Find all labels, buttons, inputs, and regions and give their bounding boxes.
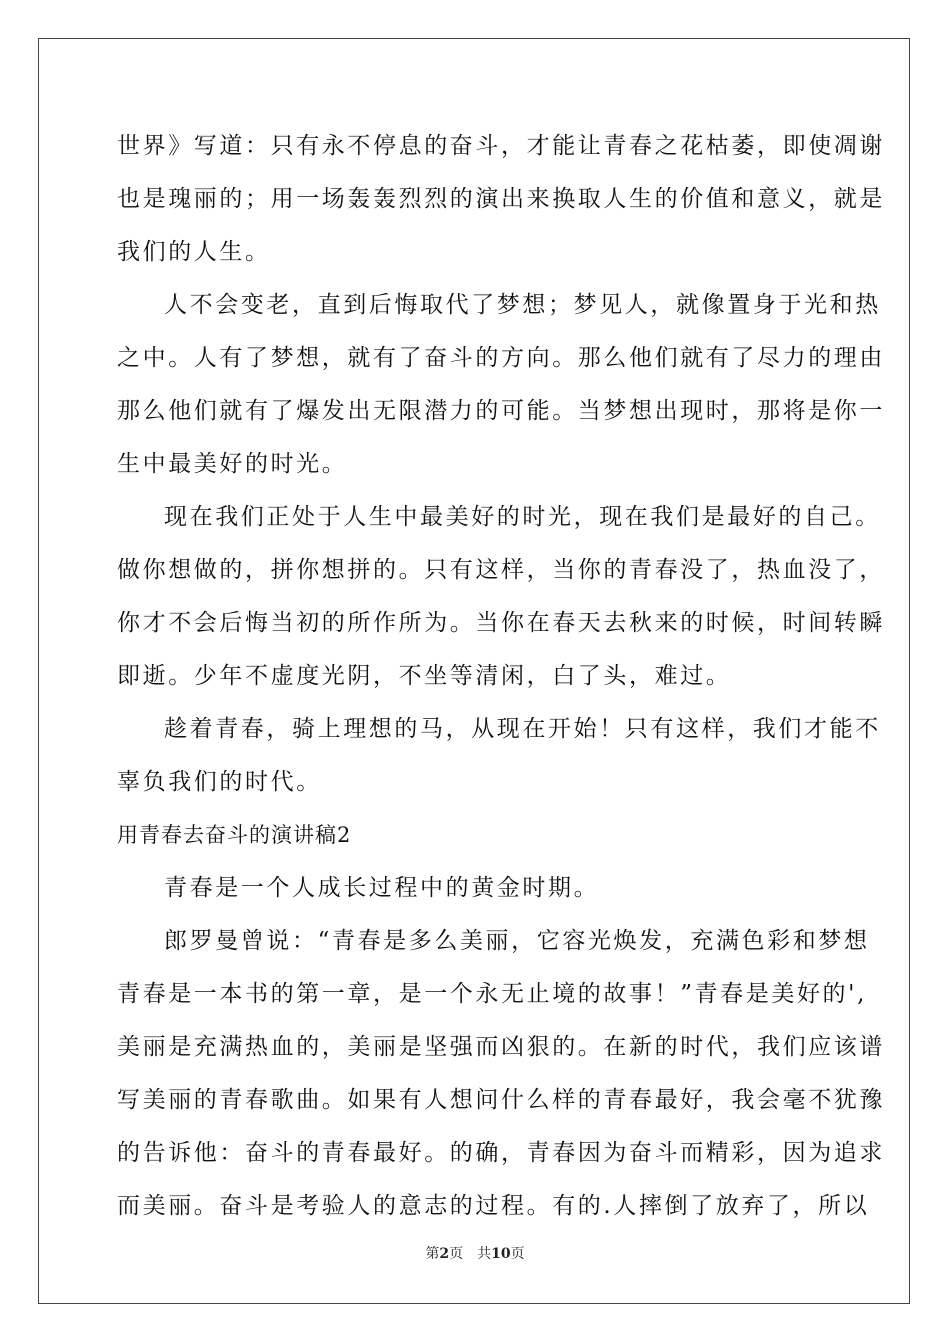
page-footer [0, 1244, 950, 1264]
text-line: 生中最美好的时光。 [117, 451, 348, 477]
text-line: 之中。人有了梦想，就有了奋斗的方向。那么他们就有了尽力的理由 [117, 345, 885, 371]
text-line: 青春是一本书的第一章，是一个永无止境的故事！”青春是美好的', [117, 981, 867, 1007]
text-line: 郎罗曼曾说：“青春是多么美丽，它容光焕发，充满色彩和梦想 [164, 928, 870, 954]
text-line: 人不会变老，直到后悔取代了梦想；梦见人，就像置身于光和热 [164, 292, 881, 318]
text-line: 现在我们正处于人生中最美好的时光，现在我们是最好的自己。 [164, 504, 881, 530]
text-line: 那么他们就有了爆发出无限潜力的可能。当梦想出现时，那将是你一 [117, 398, 885, 424]
text-line: 美丽是充满热血的，美丽是坚强而凶狠的。在新的时代，我们应该谱 [117, 1034, 885, 1060]
text-line: 青春是一个人成长过程中的黄金时期。 [164, 875, 600, 901]
text-line: 我们的人生。 [117, 239, 271, 265]
text-line: 写美丽的青春歌曲。如果有人想问什么样的青春最好，我会毫不犹豫 [117, 1087, 885, 1113]
text-line: 的告诉他：奋斗的青春最好。的确，青春因为奋斗而精彩，因为追求 [117, 1140, 885, 1166]
text-line: 即逝。少年不虚度光阴，不坐等清闲，白了头，难过。 [117, 663, 732, 689]
text-line: 做你想做的，拼你想拼的。只有这样，当你的青春没了，热血没了， [117, 557, 885, 583]
total-suffix: 页 [510, 1246, 525, 1262]
text-line: 辜负我们的时代。 [117, 769, 322, 795]
page-prefix: 第 [425, 1246, 440, 1262]
text-line: 而美丽。奋斗是考验人的意志的过程。有的.人摔倒了放弃了，所以 [117, 1193, 870, 1219]
text-line: 你才不会后悔当初的所作所为。当你在春天去秋来的时候，时间转瞬 [117, 610, 885, 636]
text-line: 世界》写道：只有永不停息的奋斗，才能让青春之花枯萎，即使凋谢 [117, 133, 885, 159]
page-total: 10 [491, 1246, 511, 1262]
text-line: 也是瑰丽的；用一场轰轰烈烈的演出来换取人生的价值和意义，就是 [117, 186, 885, 212]
page-suffix: 页 [449, 1246, 464, 1262]
total-prefix: 共 [477, 1246, 492, 1262]
text-line: 趁着青春，骑上理想的马，从现在开始！只有这样，我们才能不 [164, 716, 881, 742]
page-current: 2 [439, 1246, 450, 1262]
section-heading: 用青春去奋斗的演讲稿2 [117, 823, 352, 847]
